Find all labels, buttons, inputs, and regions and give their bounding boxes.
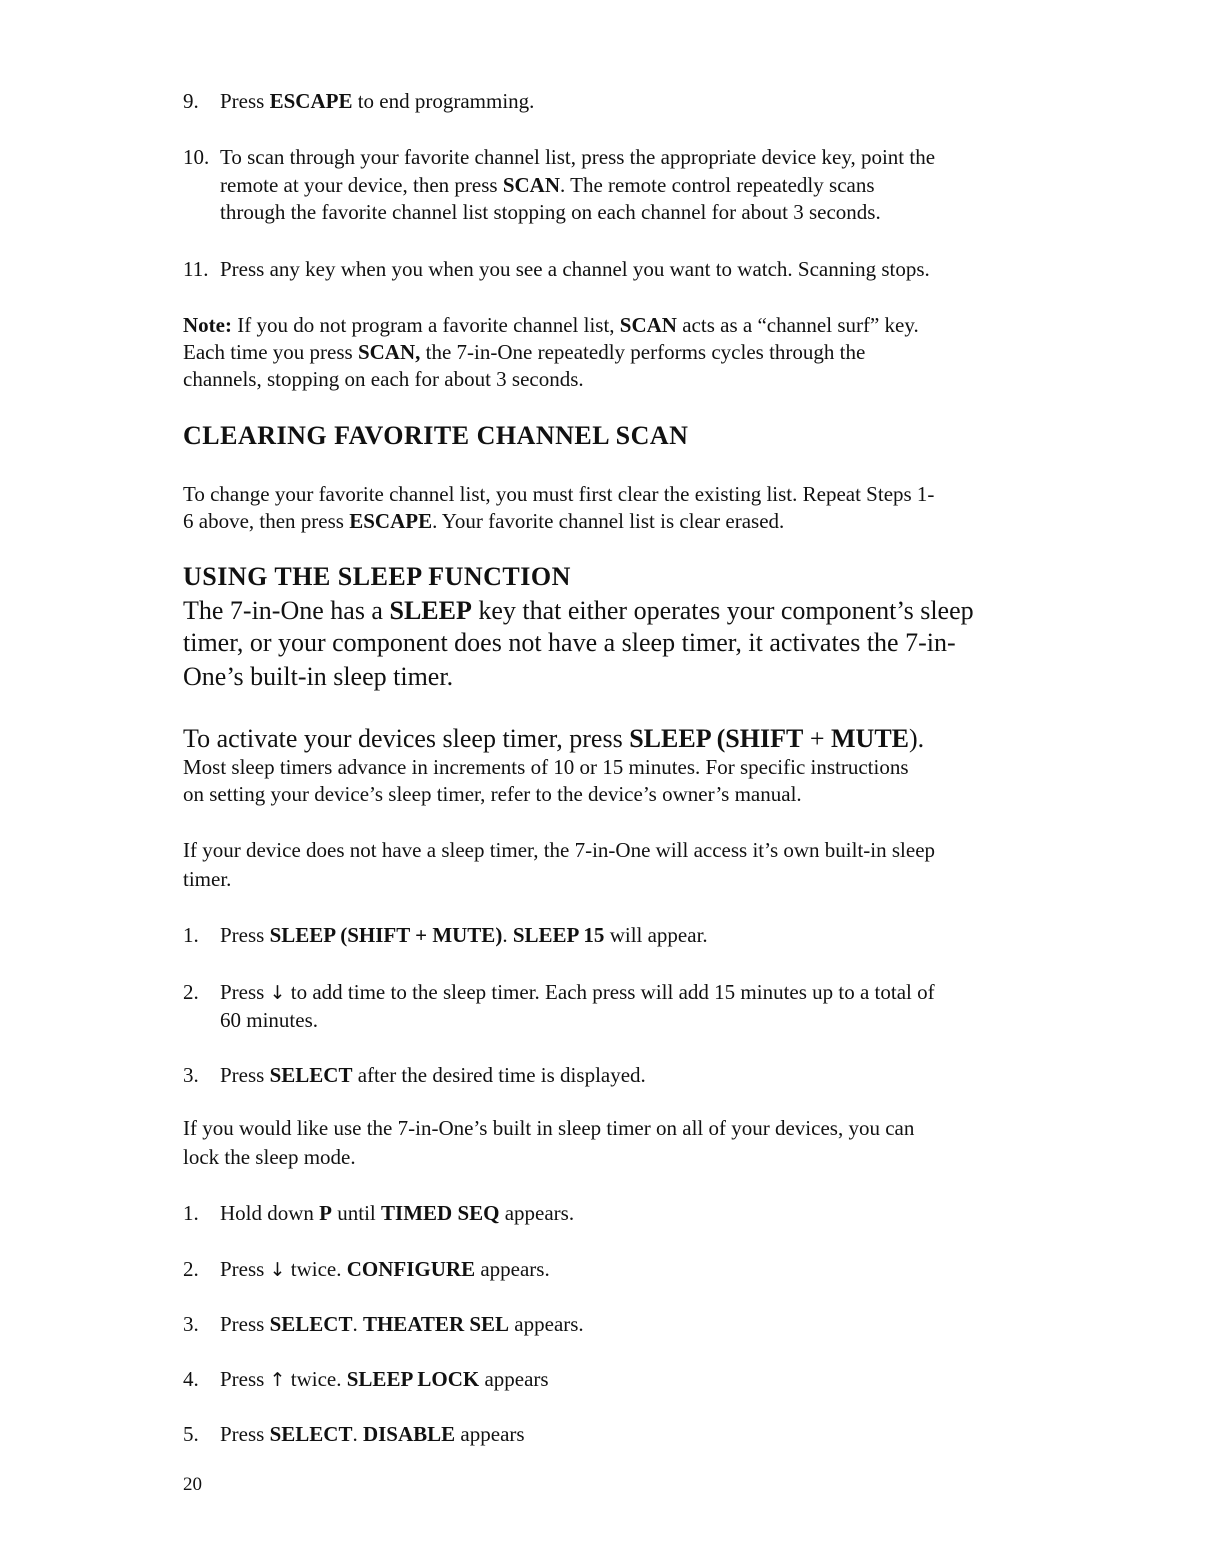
step-number: 5. [183, 1422, 199, 1446]
text: Each time you press [183, 340, 358, 364]
step-text [220, 88, 534, 115]
key-name: SCAN [619, 313, 677, 337]
step-text [220, 1062, 646, 1089]
no-device-timer-line-2: timer. [183, 867, 232, 891]
key-name: MUTE [831, 724, 909, 753]
key-name: SELECT [269, 1063, 353, 1087]
up-arrow-icon: ↑ [269, 1369, 286, 1391]
text: . [352, 1312, 363, 1336]
step-number: 3. [183, 1312, 199, 1336]
text: Press [220, 980, 270, 1004]
lock-line-2: lock the sleep mode. [183, 1145, 356, 1169]
text: until [332, 1201, 382, 1225]
key-name: SCAN [502, 173, 561, 197]
lock-line-1: If you would like use the 7-in-One’s built in sleep timer on all of your devices, you can [183, 1116, 915, 1140]
note-line-2 [183, 339, 865, 366]
step-line-1: To scan through your favorite channel list, press the appropriate device key, point the [220, 145, 936, 169]
sleep-intro-line-1 [183, 594, 974, 628]
step-number: 1. [183, 1201, 199, 1225]
step-number: 11. [183, 257, 209, 281]
clearing-line-2 [183, 508, 784, 535]
key-name: SLEEP (SHIFT [629, 724, 804, 753]
sleep-intro-line-3: One’s built-in sleep timer. [183, 662, 454, 691]
step-text [220, 1311, 584, 1338]
step-number: 10. [183, 145, 210, 169]
text: To activate your devices sleep timer, press [183, 724, 630, 753]
key-name: SLEEP (SHIFT + MUTE) [269, 923, 503, 947]
text: Press [220, 1257, 270, 1281]
step-number: 4. [183, 1367, 199, 1391]
step-number: 2. [183, 1257, 199, 1281]
text: appears. [475, 1257, 550, 1281]
text: after the desired time is displayed. [352, 1063, 646, 1087]
text: . Your favorite channel list is clear erased. [432, 509, 785, 533]
text: key that either operates your component’s sleep [471, 596, 974, 625]
text: twice. [285, 1367, 347, 1391]
text: Press [220, 1312, 270, 1336]
text: Press [220, 1367, 270, 1391]
text: Hold down [220, 1201, 320, 1225]
text: If you do not program a favorite channel list, [231, 313, 620, 337]
text: Press [220, 1063, 270, 1087]
text: The 7-in-One has a [183, 596, 390, 625]
key-name: SLEEP LOCK [346, 1367, 480, 1391]
key-name: SELECT [269, 1422, 353, 1446]
step-text [220, 979, 935, 1007]
text: . [352, 1422, 363, 1446]
text: . [502, 923, 513, 947]
text: appears. [499, 1201, 575, 1225]
sleep-increments-line-1: Most sleep timers advance in increments of 10 or 15 minutes. For specific instructions [183, 755, 909, 779]
no-device-timer-line-1: If your device does not have a sleep timer, the 7-in-One will access it’s own built-in sleep [183, 838, 936, 862]
key-name: SLEEP [389, 596, 472, 625]
note-line-1 [183, 312, 919, 339]
key-name: P [319, 1201, 332, 1225]
key-name: THEATER SEL [362, 1312, 510, 1336]
text: the 7-in-One repeatedly performs cycles through the [420, 340, 866, 364]
key-name: ESCAPE [269, 89, 353, 113]
key-name: SELECT [269, 1312, 353, 1336]
step-number: 3. [183, 1063, 199, 1087]
sleep-step-2-line-2: 60 minutes. [220, 1008, 318, 1032]
page-number: 20 [183, 1474, 202, 1495]
text: 6 above, then press [183, 509, 350, 533]
step-number: 2. [183, 980, 199, 1004]
step-text: Press any key when you when you see a channel you want to watch. Scanning stops. [220, 257, 930, 281]
text: acts as a “channel surf” key. [676, 313, 919, 337]
clearing-line-1: To change your favorite channel list, you must first clear the existing list. Repeat Steps 1- [183, 482, 935, 506]
key-name: SLEEP 15 [512, 923, 605, 947]
down-arrow-icon: ↓ [269, 982, 286, 1004]
text: Press [220, 923, 270, 947]
text: appears. [509, 1312, 584, 1336]
step-number: 1. [183, 923, 199, 947]
step-text [220, 1421, 525, 1448]
text: remote at your device, then press [220, 173, 503, 197]
text: will appear. [604, 923, 708, 947]
text: . The remote control repeatedly scans [560, 173, 875, 197]
text: Press [220, 89, 270, 113]
note-line-3: channels, stopping on each for about 3 seconds. [183, 367, 584, 391]
step-10-line-3: through the favorite channel list stopping on each channel for about 3 seconds. [220, 200, 881, 224]
text: twice. [285, 1257, 347, 1281]
down-arrow-icon: ↓ [269, 1259, 286, 1281]
sleep-activate-line [183, 722, 924, 756]
text: Press [220, 1422, 270, 1446]
text: ). [909, 724, 925, 753]
key-name: CONFIGURE [346, 1257, 476, 1281]
step-text [220, 1200, 574, 1227]
section-heading-sleep: USING THE SLEEP FUNCTION [183, 562, 571, 591]
text: to end programming. [352, 89, 535, 113]
text: appears [455, 1422, 525, 1446]
text: to add time to the sleep timer. Each press will add 15 minutes up to a total of [285, 980, 935, 1004]
step-number: 9. [183, 89, 199, 113]
sleep-intro-line-2: timer, or your component does not have a sleep timer, it activates the 7-in- [183, 628, 956, 657]
step-10-line-2 [220, 172, 875, 199]
text: appears [479, 1367, 549, 1391]
text: + [803, 724, 831, 753]
step-text [220, 922, 708, 949]
note-label: Note: [183, 313, 232, 337]
key-name: TIMED SEQ [381, 1201, 500, 1225]
step-text [220, 1366, 549, 1394]
key-name: DISABLE [362, 1422, 456, 1446]
key-name: ESCAPE [349, 509, 433, 533]
step-text [220, 1256, 550, 1284]
sleep-increments-line-2: on setting your device’s sleep timer, refer to the device’s owner’s manual. [183, 782, 802, 806]
key-name: SCAN, [357, 340, 421, 364]
section-heading-clearing: CLEARING FAVORITE CHANNEL SCAN [183, 421, 689, 450]
